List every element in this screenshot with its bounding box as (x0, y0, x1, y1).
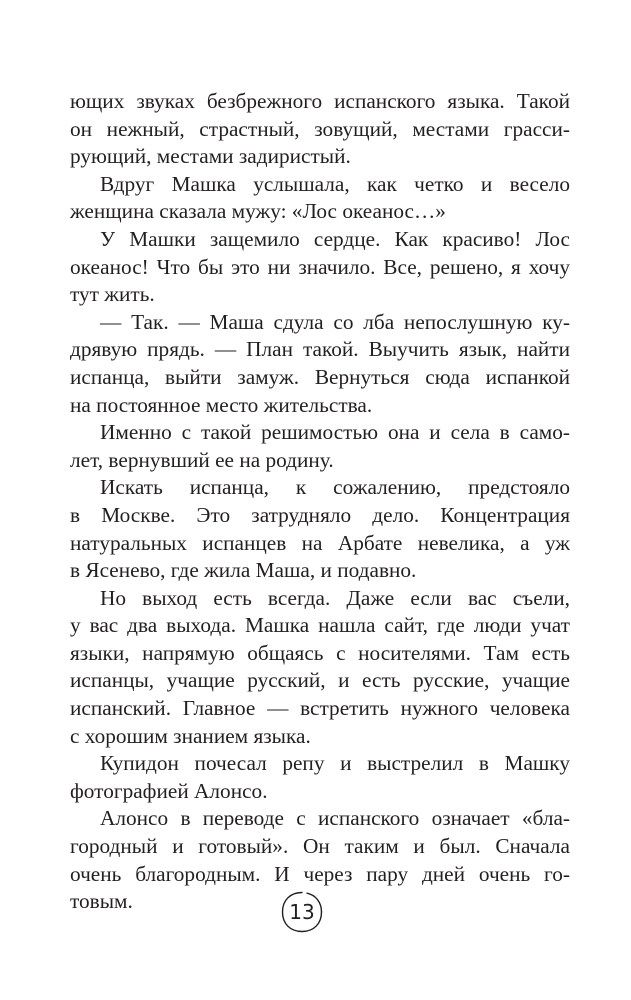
text-line: фотографией Алонсо. (70, 778, 268, 803)
text-line: очень благородным. И через пару дней очень го- (70, 861, 570, 886)
text-line: в Ясенево, где жила Маша, и подавно. (70, 558, 417, 583)
page-number: 13 (289, 900, 315, 924)
text-line: испанца, выйти замуж. Вернуться сюда испанкой (70, 364, 570, 389)
text-line: языки, напрямую общаясь с носителями. Там есть (70, 640, 570, 665)
text-line: океанос! Что бы это ни значило. Все, решено, я хочу (70, 254, 570, 279)
text-line: товым. (70, 889, 133, 914)
text-line: женщина сказала мужу: «Лос океанос…» (70, 199, 446, 224)
text-line: ющих звуках безбрежного испанского языка. Такой (70, 89, 570, 113)
text-line: в Москве. Это затрудняло дело. Концентрация (70, 502, 570, 527)
text-line: Вдруг Машка услышала, как четко и весело (100, 171, 570, 196)
text-line: У Машки защемило сердце. Как красиво! Лос (100, 226, 570, 251)
text-line: Купидон почесал репу и выстрелил в Машку (100, 751, 570, 776)
text-line: — Так. — Маша сдула со лба непослушную ку- (100, 309, 570, 334)
text-line: у вас два выхода. Машка нашла сайт, где люди учат (70, 613, 570, 638)
text-line: тут жить. (70, 282, 155, 307)
text-line: рующий, местами задиристый. (70, 144, 351, 169)
text-line: дрявую прядь. — План такой. Выучить язык, найти (70, 337, 570, 362)
text-line: Алонсо в переводе с испанского означает «бла- (100, 806, 570, 831)
text-line: городный и готовый». Он таким и был. Сначала (70, 834, 570, 859)
body-text (70, 88, 570, 916)
text-line: он нежный, страстный, зовущий, местами грасси- (70, 116, 570, 141)
page-number-badge (280, 890, 324, 934)
text-line: испанский. Главное — встретить нужного человека (70, 696, 570, 721)
text-line: Именно с такой решимостью она и села в само- (100, 420, 570, 445)
text-line: Искать испанца, к сожалению, предстояло (100, 475, 570, 500)
text-line: испанцы, учащие русский, и есть русские, учащие (70, 668, 570, 693)
text-line: с хорошим знанием языка. (70, 723, 311, 748)
text-line: Но выход есть всегда. Даже если вас съели, (100, 585, 570, 610)
text-line: на постоянное место жительства. (70, 392, 373, 417)
text-line: лет, вернувший ее на родину. (70, 447, 334, 472)
text-line: натуральных испанцев на Арбате невелика, а уж (70, 530, 570, 555)
